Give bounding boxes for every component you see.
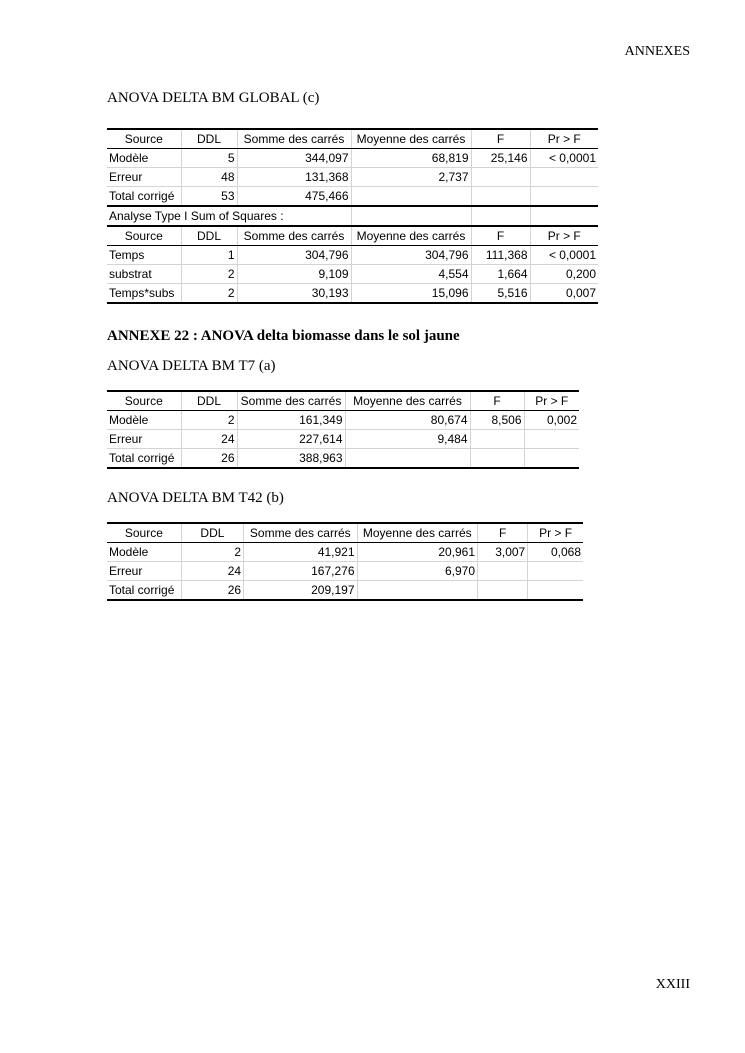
caption-global: ANOVA DELTA BM GLOBAL (c)	[107, 90, 320, 106]
header-moyenne: Moyenne des carrés	[345, 391, 470, 411]
table-row	[107, 149, 598, 168]
cell-source: Total corrigé	[107, 449, 181, 469]
cell-ddl: 48	[181, 168, 237, 187]
anova-table-t7	[107, 390, 579, 469]
cell-f: 3,007	[478, 543, 528, 562]
table-row	[107, 284, 598, 304]
table-row	[107, 168, 598, 187]
anova-table-global	[107, 128, 598, 304]
cell-moyenne: 6,970	[357, 562, 478, 581]
header-moyenne: Moyenne des carrés	[351, 129, 471, 149]
cell-somme: 344,097	[237, 149, 351, 168]
cell-ddl: 2	[181, 543, 243, 562]
anova-table-t42	[107, 522, 583, 601]
cell-source: Erreur	[107, 562, 181, 581]
table-row	[107, 246, 598, 265]
cell-ddl: 26	[181, 581, 243, 601]
cell-ddl: 53	[181, 187, 237, 207]
header-moyenne: Moyenne des carrés	[357, 523, 478, 543]
cell-somme: 209,197	[244, 581, 357, 601]
cell-somme: 131,368	[237, 168, 351, 187]
cell-moyenne	[351, 187, 471, 207]
cell-f	[470, 430, 524, 449]
cell-f	[471, 168, 530, 187]
cell-f	[471, 187, 530, 207]
cell-f	[478, 581, 528, 601]
cell-pr	[524, 430, 579, 449]
table-header-row	[107, 391, 579, 411]
cell-source: Erreur	[107, 430, 181, 449]
header-f: F	[471, 226, 530, 246]
cell-f: 1,664	[471, 265, 530, 284]
header-ddl: DDL	[181, 226, 237, 246]
cell-pr	[528, 562, 583, 581]
header-f: F	[471, 129, 530, 149]
cell-moyenne: 20,961	[357, 543, 478, 562]
cell-ddl: 26	[181, 449, 237, 469]
cell-moyenne: 80,674	[345, 411, 470, 430]
cell-source: Modèle	[107, 543, 181, 562]
cell-source: Temps	[107, 246, 181, 265]
header-pr: Pr > F	[530, 226, 598, 246]
cell-moyenne: 9,484	[345, 430, 470, 449]
cell-somme: 9,109	[237, 265, 351, 284]
header-somme: Somme des carrés	[237, 129, 351, 149]
header-somme: Somme des carrés	[237, 226, 351, 246]
header-somme: Somme des carrés	[244, 523, 357, 543]
cell-ddl: 1	[181, 246, 237, 265]
cell-source: Total corrigé	[107, 581, 181, 601]
header-moyenne: Moyenne des carrés	[351, 226, 471, 246]
header-source: Source	[107, 391, 181, 411]
cell-ddl: 2	[181, 265, 237, 284]
cell-f	[470, 449, 524, 469]
cell-source: Erreur	[107, 168, 181, 187]
section-title-annexe22: ANNEXE 22 : ANOVA delta biomasse dans le sol jaune	[107, 328, 460, 344]
cell-somme: 30,193	[237, 284, 351, 304]
cell-pr	[524, 449, 579, 469]
caption-t42: ANOVA DELTA BM T42 (b)	[107, 490, 284, 506]
cell-pr: 0,002	[524, 411, 579, 430]
header-ddl: DDL	[181, 129, 237, 149]
cell-pr	[530, 187, 598, 207]
cell-moyenne: 68,819	[351, 149, 471, 168]
table-row	[107, 411, 579, 430]
table-header-row	[107, 523, 583, 543]
header-pr: Pr > F	[530, 129, 598, 149]
cell-pr	[528, 581, 583, 601]
cell-somme: 475,466	[237, 187, 351, 207]
cell-moyenne	[345, 449, 470, 469]
table-row	[107, 543, 583, 562]
cell-f: 5,516	[471, 284, 530, 304]
cell-pr: < 0,0001	[530, 246, 598, 265]
cell-pr	[530, 168, 598, 187]
cell-ddl: 24	[181, 430, 237, 449]
cell-pr: < 0,0001	[530, 149, 598, 168]
caption-t7: ANOVA DELTA BM T7 (a)	[107, 358, 276, 374]
header-pr: Pr > F	[524, 391, 579, 411]
cell-source: Temps*subs	[107, 284, 181, 304]
cell-source: Modèle	[107, 411, 181, 430]
cell-pr: 0,007	[530, 284, 598, 304]
cell-somme: 167,276	[244, 562, 357, 581]
cell-ddl: 5	[181, 149, 237, 168]
cell-f	[478, 562, 528, 581]
header-source: Source	[107, 226, 181, 246]
table-header-row	[107, 129, 598, 149]
cell-pr: 0,200	[530, 265, 598, 284]
cell-somme: 227,614	[237, 430, 345, 449]
type1-label: Analyse Type I Sum of Squares :	[107, 206, 351, 226]
header-f: F	[470, 391, 524, 411]
cell-pr: 0,068	[528, 543, 583, 562]
cell-moyenne: 15,096	[351, 284, 471, 304]
table-row	[107, 187, 598, 207]
table-header-row	[107, 226, 598, 246]
table-row	[107, 265, 598, 284]
cell-somme: 304,796	[237, 246, 351, 265]
table-row	[107, 562, 583, 581]
cell-somme: 388,963	[237, 449, 345, 469]
empty-cell	[530, 206, 598, 226]
cell-source: Modèle	[107, 149, 181, 168]
empty-cell	[351, 206, 471, 226]
cell-somme: 161,349	[237, 411, 345, 430]
page-header: ANNEXES	[624, 44, 690, 59]
table-row	[107, 581, 583, 601]
cell-moyenne: 304,796	[351, 246, 471, 265]
table-row	[107, 449, 579, 469]
cell-moyenne	[357, 581, 478, 601]
empty-cell	[471, 206, 530, 226]
cell-f: 111,368	[471, 246, 530, 265]
header-source: Source	[107, 129, 181, 149]
cell-source: substrat	[107, 265, 181, 284]
cell-somme: 41,921	[244, 543, 357, 562]
cell-moyenne: 4,554	[351, 265, 471, 284]
header-f: F	[478, 523, 528, 543]
header-ddl: DDL	[181, 523, 243, 543]
header-ddl: DDL	[181, 391, 237, 411]
cell-moyenne: 2,737	[351, 168, 471, 187]
header-somme: Somme des carrés	[237, 391, 345, 411]
table-row	[107, 430, 579, 449]
cell-f: 25,146	[471, 149, 530, 168]
cell-ddl: 2	[181, 411, 237, 430]
type1-label-row	[107, 206, 598, 226]
header-pr: Pr > F	[528, 523, 583, 543]
cell-source: Total corrigé	[107, 187, 181, 207]
page-number: XXIII	[655, 977, 690, 992]
cell-ddl: 24	[181, 562, 243, 581]
cell-f: 8,506	[470, 411, 524, 430]
cell-ddl: 2	[181, 284, 237, 304]
header-source: Source	[107, 523, 181, 543]
